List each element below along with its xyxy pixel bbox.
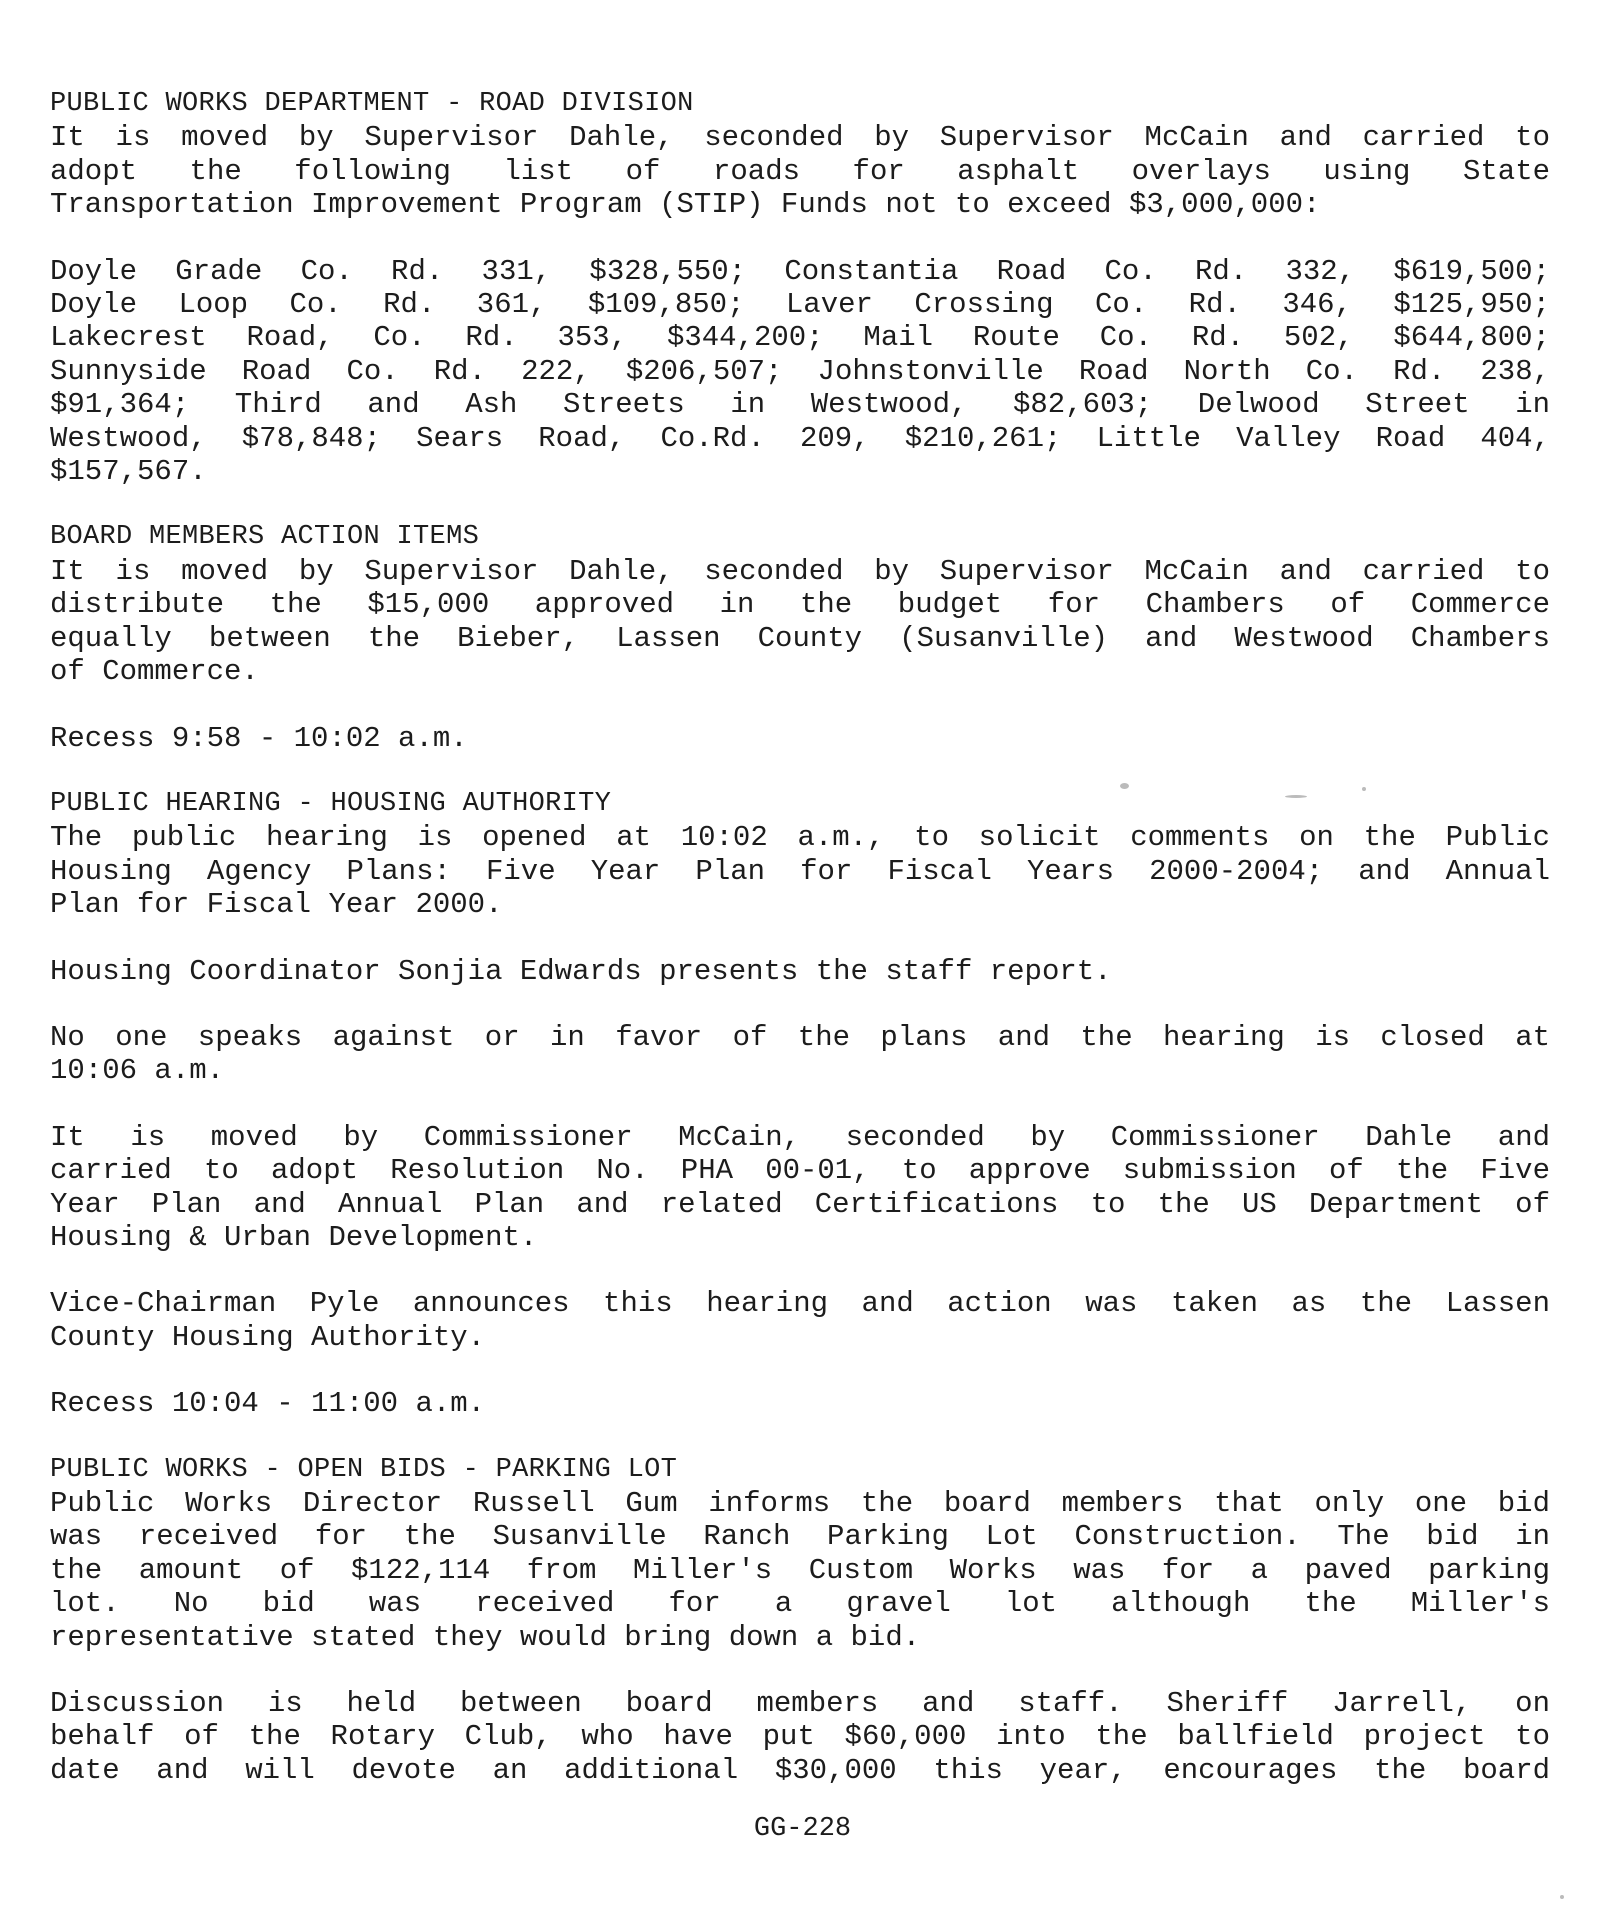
recess-paragraph	[50, 722, 1550, 755]
text-line: was received for the Susanville Ranch Parking Lot Construction. The bid in	[50, 1520, 1550, 1554]
text-line: lot. No bid was received for a gravel lot although the Miller's	[50, 1587, 1550, 1621]
text-line: representative stated they would bring down a bid.	[50, 1620, 921, 1654]
text-line: adopt the following list of roads for asphalt overlays using State	[50, 154, 1550, 188]
section-road-division	[50, 88, 1550, 222]
page-number: GG-228	[753, 1814, 852, 1844]
text-line: Public Works Director Russell Gum informs the board members that only one bid	[50, 1487, 1550, 1520]
text-line: Doyle Grade Co. Rd. 331, $328,550; Constantia Road Co. Rd. 332, $619,500;	[50, 254, 1550, 288]
text-line: Housing & Urban Development.	[50, 1220, 538, 1254]
text-line: Recess 10:04 - 11:00 a.m.	[50, 1387, 486, 1421]
text-line: the amount of $122,114 from Miller's Custom Works was for a paved parking	[50, 1553, 1550, 1587]
scan-speck	[1560, 1895, 1564, 1899]
scan-speck	[1362, 787, 1366, 791]
document-body	[50, 88, 1550, 1787]
text-line: Westwood, $78,848; Sears Road, Co.Rd. 209, $210,261; Little Valley Road 404,	[50, 421, 1550, 455]
text-line: Recess 9:58 - 10:02 a.m.	[50, 721, 468, 755]
text-line: The public hearing is opened at 10:02 a.m., to solicit comments on the Public	[50, 821, 1550, 855]
text-line: It is moved by Commissioner McCain, seconded by Commissioner Dahle and	[50, 1120, 1550, 1154]
text-line: It is moved by Supervisor Dahle, seconded by Supervisor McCain and carried to	[50, 554, 1550, 588]
text-line: Doyle Loop Co. Rd. 361, $109,850; Laver Crossing Co. Rd. 346, $125,950;	[50, 288, 1550, 322]
text-line: No one speaks against or in favor of the plans and the hearing is closed at	[50, 1020, 1550, 1054]
discussion-paragraph	[50, 1687, 1550, 1787]
recess-paragraph	[50, 1387, 1550, 1420]
text-line: distribute the $15,000 approved in the budget for Chambers of Commerce	[50, 588, 1550, 622]
text-line: of Commerce.	[50, 655, 259, 689]
text-line: Housing Coordinator Sonjia Edwards presents the staff report.	[50, 954, 1112, 988]
text-line: $157,567.	[50, 455, 207, 489]
announcement-paragraph	[50, 1287, 1550, 1354]
text-line: date and will devote an additional $30,000 this year, encourages the board	[50, 1753, 1550, 1787]
text-line: County Housing Authority.	[50, 1320, 486, 1354]
text-line: Sunnyside Road Co. Rd. 222, $206,507; Johnstonville Road North Co. Rd. 238,	[50, 354, 1550, 388]
text-line: Discussion is held between board members and staff. Sheriff Jarrell, on	[50, 1687, 1550, 1721]
text-line: behalf of the Rotary Club, who have put $60,000 into the ballfield project to	[50, 1720, 1550, 1754]
staff-report-paragraph	[50, 955, 1550, 988]
text-line: Year Plan and Annual Plan and related Certifications to the US Department of	[50, 1187, 1550, 1221]
text-line: Housing Agency Plans: Five Year Plan for Fiscal Years 2000-2004; and Annual	[50, 854, 1550, 888]
text-line: $91,364; Third and Ash Streets in Westwood, $82,603; Delwood Street in	[50, 388, 1550, 422]
text-line: carried to adopt Resolution No. PHA 00-01, to approve submission of the Five	[50, 1154, 1550, 1188]
text-line: It is moved by Supervisor Dahle, seconded by Supervisor McCain and carried to	[50, 121, 1550, 155]
section-board-action-items	[50, 521, 1550, 688]
scan-speck	[1285, 795, 1307, 798]
section-heading: PUBLIC HEARING - HOUSING AUTHORITY	[50, 788, 612, 819]
hearing-closed-paragraph	[50, 1021, 1550, 1088]
text-line: 10:06 a.m.	[50, 1054, 225, 1088]
section-heading: PUBLIC WORKS DEPARTMENT - ROAD DIVISION	[50, 89, 694, 119]
text-line: Plan for Fiscal Year 2000.	[50, 888, 503, 922]
text-line: Lakecrest Road, Co. Rd. 353, $344,200; Mail Route Co. Rd. 502, $644,800;	[50, 321, 1550, 355]
section-heading: BOARD MEMBERS ACTION ITEMS	[50, 522, 480, 553]
text-line: equally between the Bieber, Lassen County (Susanville) and Westwood Chambers	[50, 621, 1550, 655]
section-public-hearing	[50, 788, 1550, 922]
section-heading: PUBLIC WORKS - OPEN BIDS - PARKING LOT	[50, 1454, 678, 1485]
scan-speck	[1120, 783, 1129, 789]
resolution-paragraph	[50, 1121, 1550, 1255]
road-list-paragraph	[50, 255, 1550, 489]
text-line: Vice-Chairman Pyle announces this hearing and action was taken as the Lassen	[50, 1287, 1550, 1321]
text-line: Transportation Improvement Program (STIP) Funds not to exceed $3,000,000:	[50, 188, 1321, 222]
section-open-bids	[50, 1454, 1550, 1654]
